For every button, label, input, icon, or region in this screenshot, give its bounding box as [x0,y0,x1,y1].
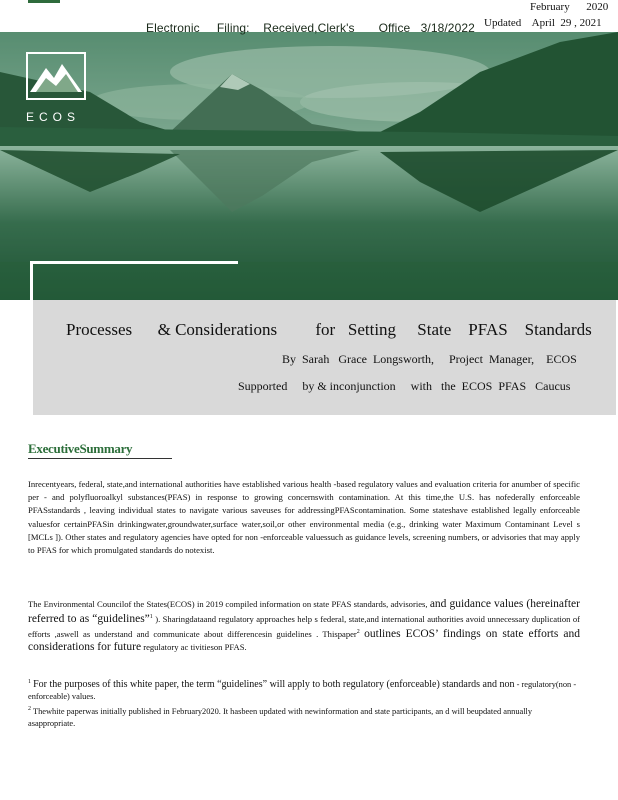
heading-underline [28,458,172,459]
footnote-ref[interactable]: 1 [149,614,153,621]
footnote-number: 1 [28,679,31,685]
bracket-left [30,262,33,415]
footnote-1 [28,676,580,703]
paragraph-text: ). Sharingdataand regulatory approaches help s federal, state,and international authorities avoid unnecessary duplication of efforts ,aswell as understand and communicate about differencesin guidelines . Thispaper [28,614,581,640]
document-date: February 2020 [530,1,609,13]
author-byline: By Sarah Grace Longsworth, Project Manager, ECOS [282,352,577,366]
paragraph-text: and guidance values (hereinafter referred to as “guidelines” [28,598,580,626]
document-title: Processes & Considerations for Setting State PFAS Standards [66,320,592,339]
footnote-number: 2 [28,705,31,712]
footnote-text: Thewhite paperwas initially published in February2020. It hasbeen updated with newinformation and state participants, an d will beupdated annually asappropriate. [28,706,533,728]
ecos-logo [26,52,86,105]
updated-date: Updated April 29 , 2021 [484,17,602,29]
corner-tab-mark [28,0,60,3]
footnote-2 [28,703,580,730]
bracket-top [30,261,238,264]
paragraph-ecos [28,598,580,655]
mountain-logo-icon [26,52,86,100]
footnote-ref[interactable]: 2 [356,629,360,636]
paragraph-intro: Inrecentyears, federal, state,and international authorities have established various health -based regulatory values and evaluation criteria for anumber of specific per - and polyfluoroalkyl substances(PFAS) in response to growing concernswith contamination. At this time,the U.S. has nofederally enforceable PFASstandards , leaving individual states to navigate various saveuses for addressingPFAScontamination. Some stateshave established legally enforceable valuesfor certainPFASin drinkingwater,groundwater,surface water,soil,or other environmental media (e.g., drinking water Maximum Contaminant Level s [MCLs ]). Other states and regulatory agencies have opted for non -enforceable valuessuch as guidance levels, screening numbers, or advisories that may apply to PFAS for which promulgated standards do notexist. [28,479,580,556]
logo-wordmark: ECOS [26,110,81,124]
footnotes [28,676,580,730]
cover-photo [0,32,618,300]
filing-stamp: Electronic Filing: Received,Clerk's Office 3/18/2022 [146,21,475,35]
footnote-text: - regulatory(non -enforceable) values. [28,679,577,701]
paragraph-text: regulatory ac tivitieson PFAS. [143,642,247,653]
paragraph-text: The Environmental Councilof the States(ECOS) in 2019 compiled information on state PFAS standards, advisories, [28,599,428,609]
section-heading: ExecutiveSummary [28,441,133,456]
footnote-text: For the purposes of this white paper, the term “guidelines” will apply to both regulatory (enforceable) standards and non [33,678,515,690]
paragraph-text: outlines ECOS’ findings on state efforts and considerations for future [28,628,580,654]
support-line: Supported by & inconjunction with the ECOS PFAS Caucus [238,379,571,393]
